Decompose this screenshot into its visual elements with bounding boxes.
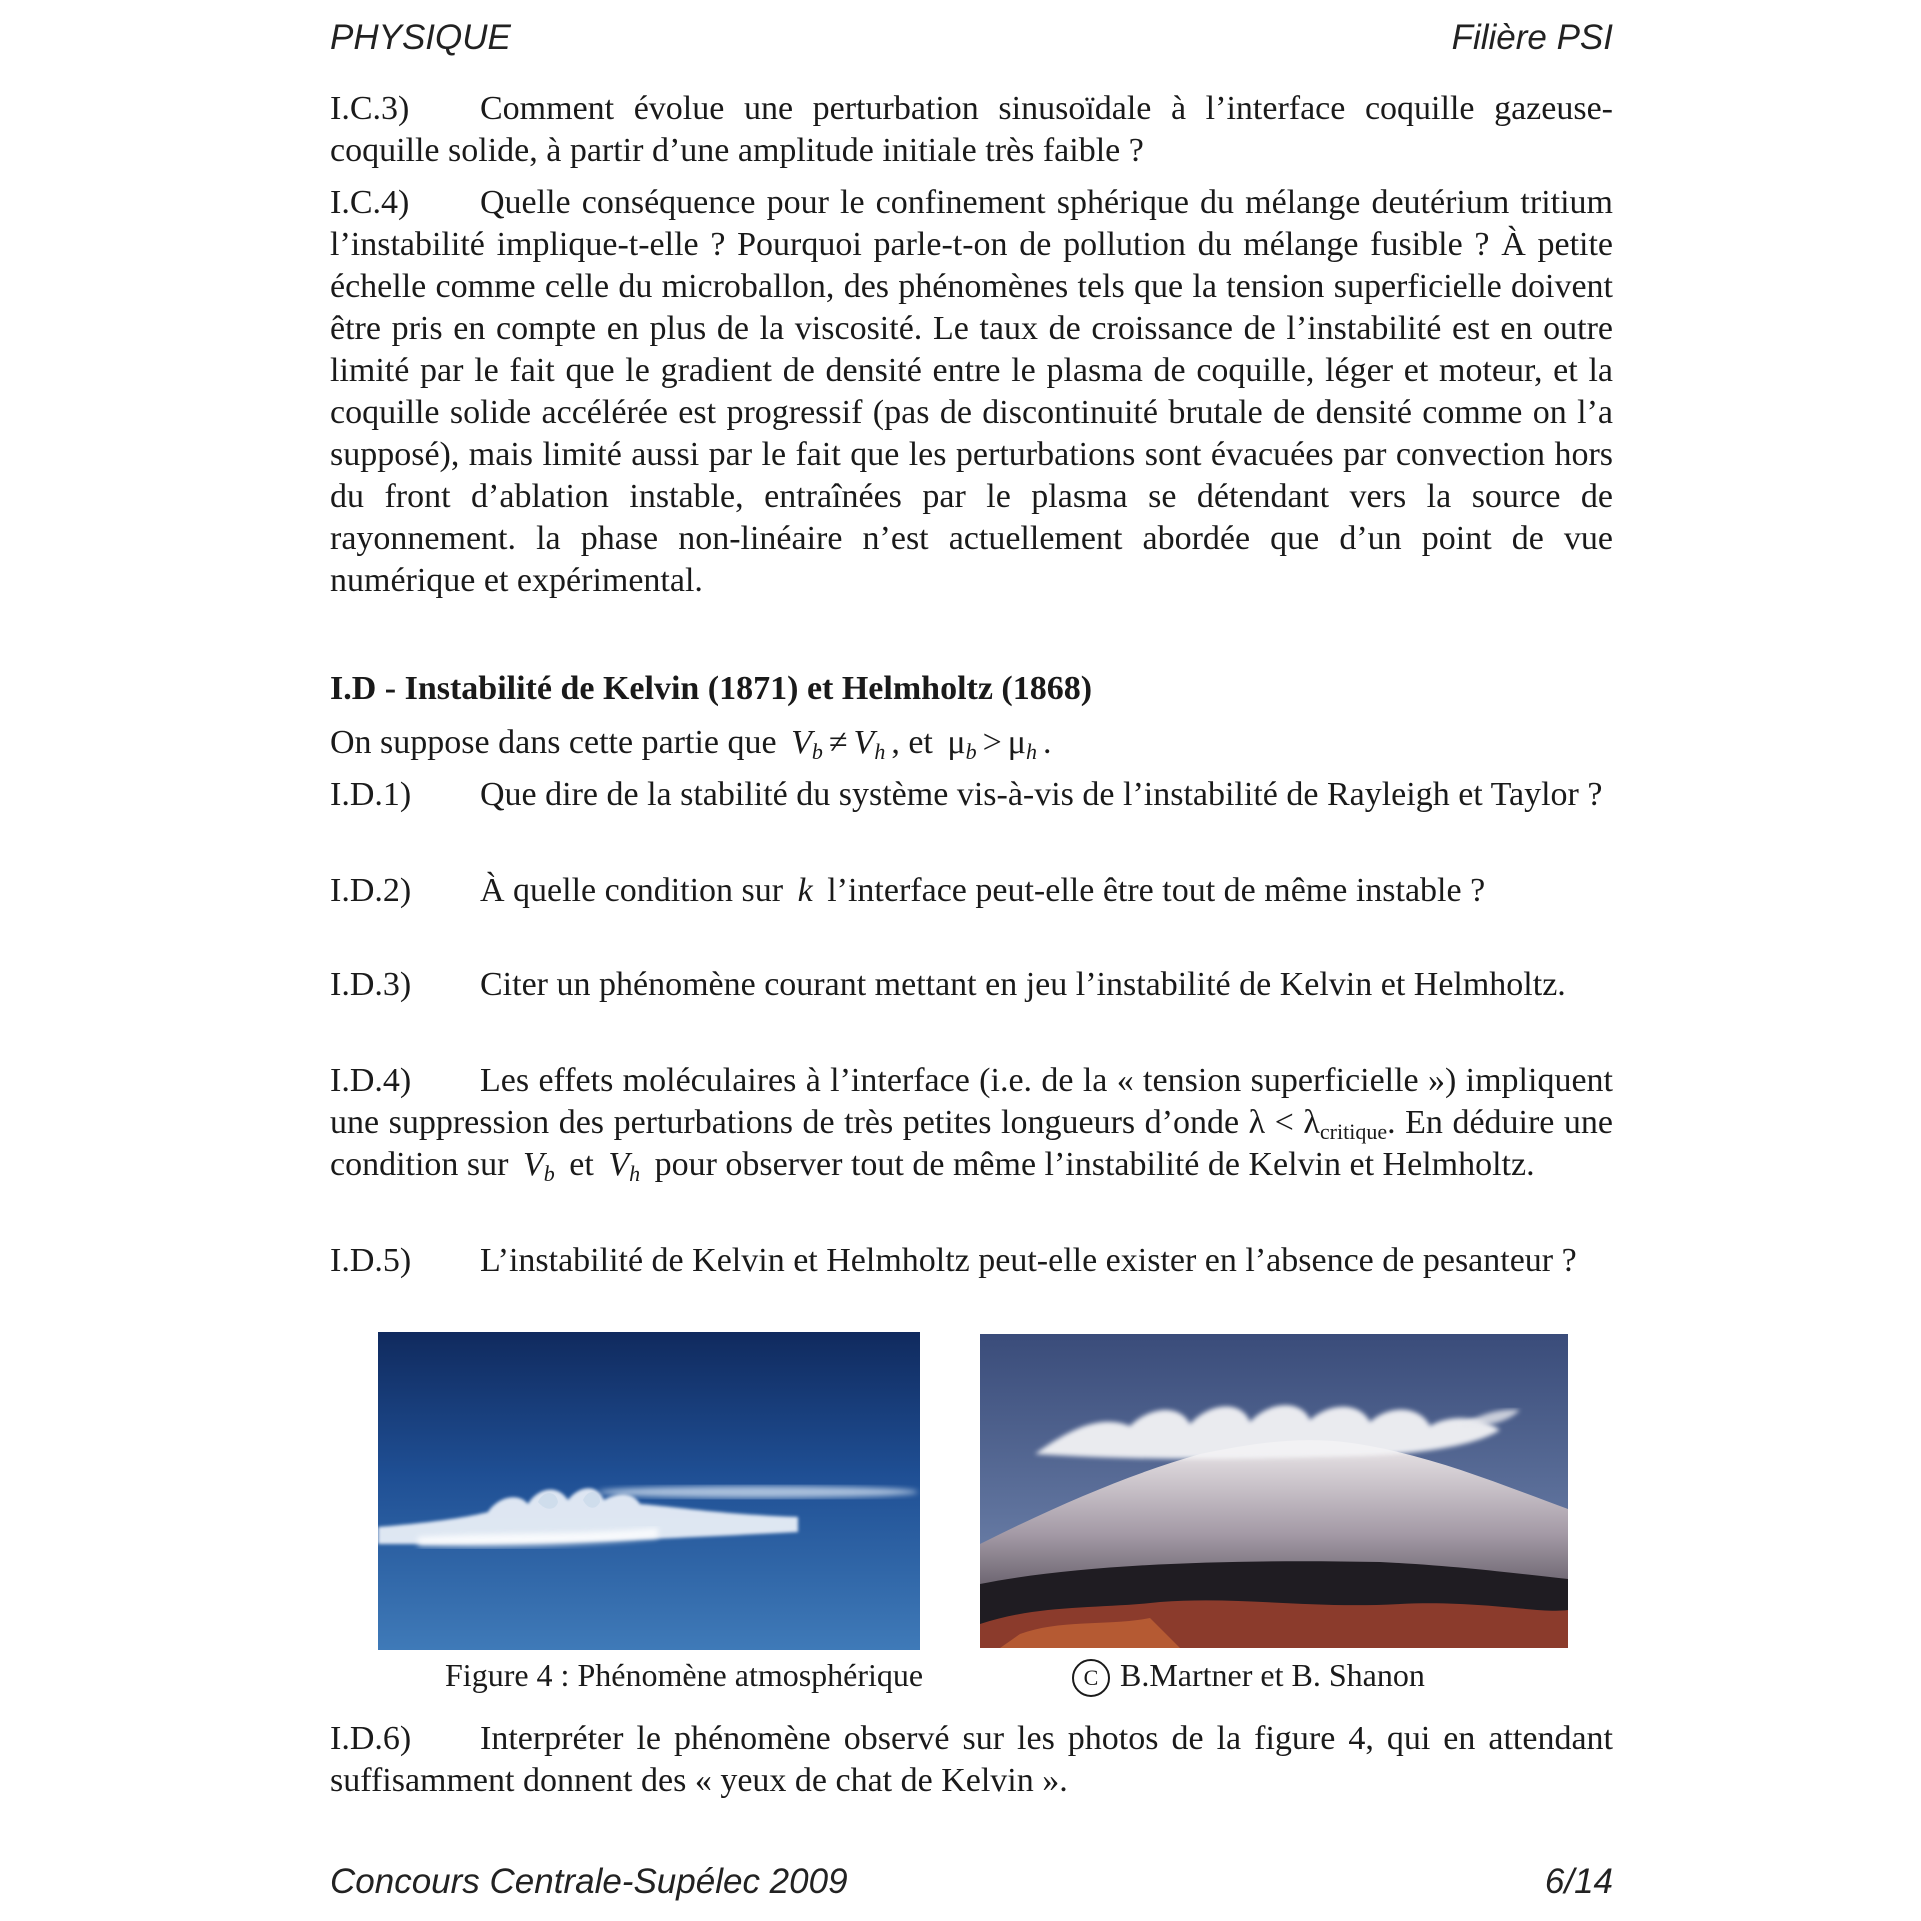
footer-exam: Concours Centrale-Supélec 2009 (330, 1862, 848, 1901)
page-footer (330, 1862, 1613, 1906)
document-page (330, 0, 1613, 1921)
wavenumber-k: k (797, 872, 813, 909)
figure-credit: C B.Martner et B. Shanon (1072, 1655, 1425, 1697)
velocity-vb: $V_b$ (522, 1146, 555, 1186)
page-header (330, 18, 1613, 62)
mu-h: $\mu_h$ (1007, 724, 1038, 764)
figure-caption: Figure 4 : Phénomène atmosphérique (445, 1657, 924, 1693)
question-id2: I.D.2) À quelle condition sur k l’interface peut-elle être tout de même instable ? (330, 872, 1486, 909)
photo-mountain-clouds (980, 1334, 1568, 1648)
velocity-vb: $V_b$ (791, 724, 823, 764)
question-id5: I.D.5) L’instabilité de Kelvin et Helmholtz peut-elle exister en l’absence de pesanteur ? (330, 1242, 1577, 1279)
header-subject: PHYSIQUE (330, 18, 511, 57)
kelvin-helmholtz-sky-image (378, 1332, 920, 1650)
question-id3: I.D.3) Citer un phénomène courant mettant en jeu l’instabilité de Kelvin et Helmholtz. (330, 966, 1566, 1003)
question-id4: I.D.4) Les effets moléculaires à l’interface (i.e. de la « tension superficielle ») impliquent une suppression des perturbations de très petites longueurs d’onde $\lambda < \lambda_{critique}$. En déduire une condition sur $V_b$ et $V_h$ pour observer tout de même l’instabilité de Kelvin et Helmholtz. (330, 1062, 1614, 1186)
page-number: 6/14 (1544, 1862, 1613, 1901)
velocity-vh: $V_h$ (853, 724, 886, 764)
question-ic3 (330, 88, 1613, 172)
question-number: I.C.3) (330, 90, 410, 127)
kelvin-helmholtz-mountain-image (980, 1334, 1568, 1648)
section-intro: On suppose dans cette partie que $V_b \ne V_h$ , et $\mu_b > \mu_h$ . (330, 724, 1052, 764)
section-title: I.D - Instabilité de Kelvin (1871) et Helmholtz (1868) (330, 670, 1093, 707)
question-text: Comment évolue une perturbation sinusoïdale à l’interface coquille gazeuse-coquille solide, à partir d’une amplitude initiale très faible ? (330, 90, 1613, 169)
question-ic4 (330, 182, 1613, 602)
question-id1: I.D.1) Que dire de la stabilité du système vis-à-vis de l’instabilité de Rayleigh et Taylor ? (330, 776, 1603, 813)
question-number: I.C.4) (330, 184, 410, 221)
header-track: Filière PSI (1451, 18, 1613, 57)
photo-sky-clouds (378, 1332, 920, 1650)
copyright-icon: C (1072, 1659, 1110, 1697)
mu-b: $\mu_b$ (947, 724, 977, 764)
question-id6: I.D.6) Interpréter le phénomène observé sur les photos de la figure 4, qui en attendant suffisamment donnent des « yeux de chat de Kelvin ». (330, 1720, 1613, 1799)
question-text: Quelle conséquence pour le confinement sphérique du mélange deutérium tritium l’instabilité implique-t-elle ? Pourquoi parle-t-on de pollution du mélange fusible ? À petite échelle comme celle du microballon, des phénomènes tels que la tension superficielle doivent être pris en compte en plus de la viscosité. Le taux de croissance de l’instabilité est en outre limité par le fait que le gradient de densité entre le plasma de coquille, léger et moteur, et la coquille solide accélérée est progressif (pas de discontinuité brutale de densité comme on l’a supposé), mais limité aussi par le fait que les perturbations sont évacuées par convection hors du front d’ablation instable, entraînées par le plasma se détendant vers la source de rayonnement. la phase non-linéaire n’est actuellement abordée que d’un point de vue numérique et expérimental. (330, 184, 1613, 599)
velocity-vh: $V_h$ (608, 1146, 641, 1186)
lambda-condition: $\lambda < \lambda_{critique}$ (1248, 1104, 1388, 1144)
